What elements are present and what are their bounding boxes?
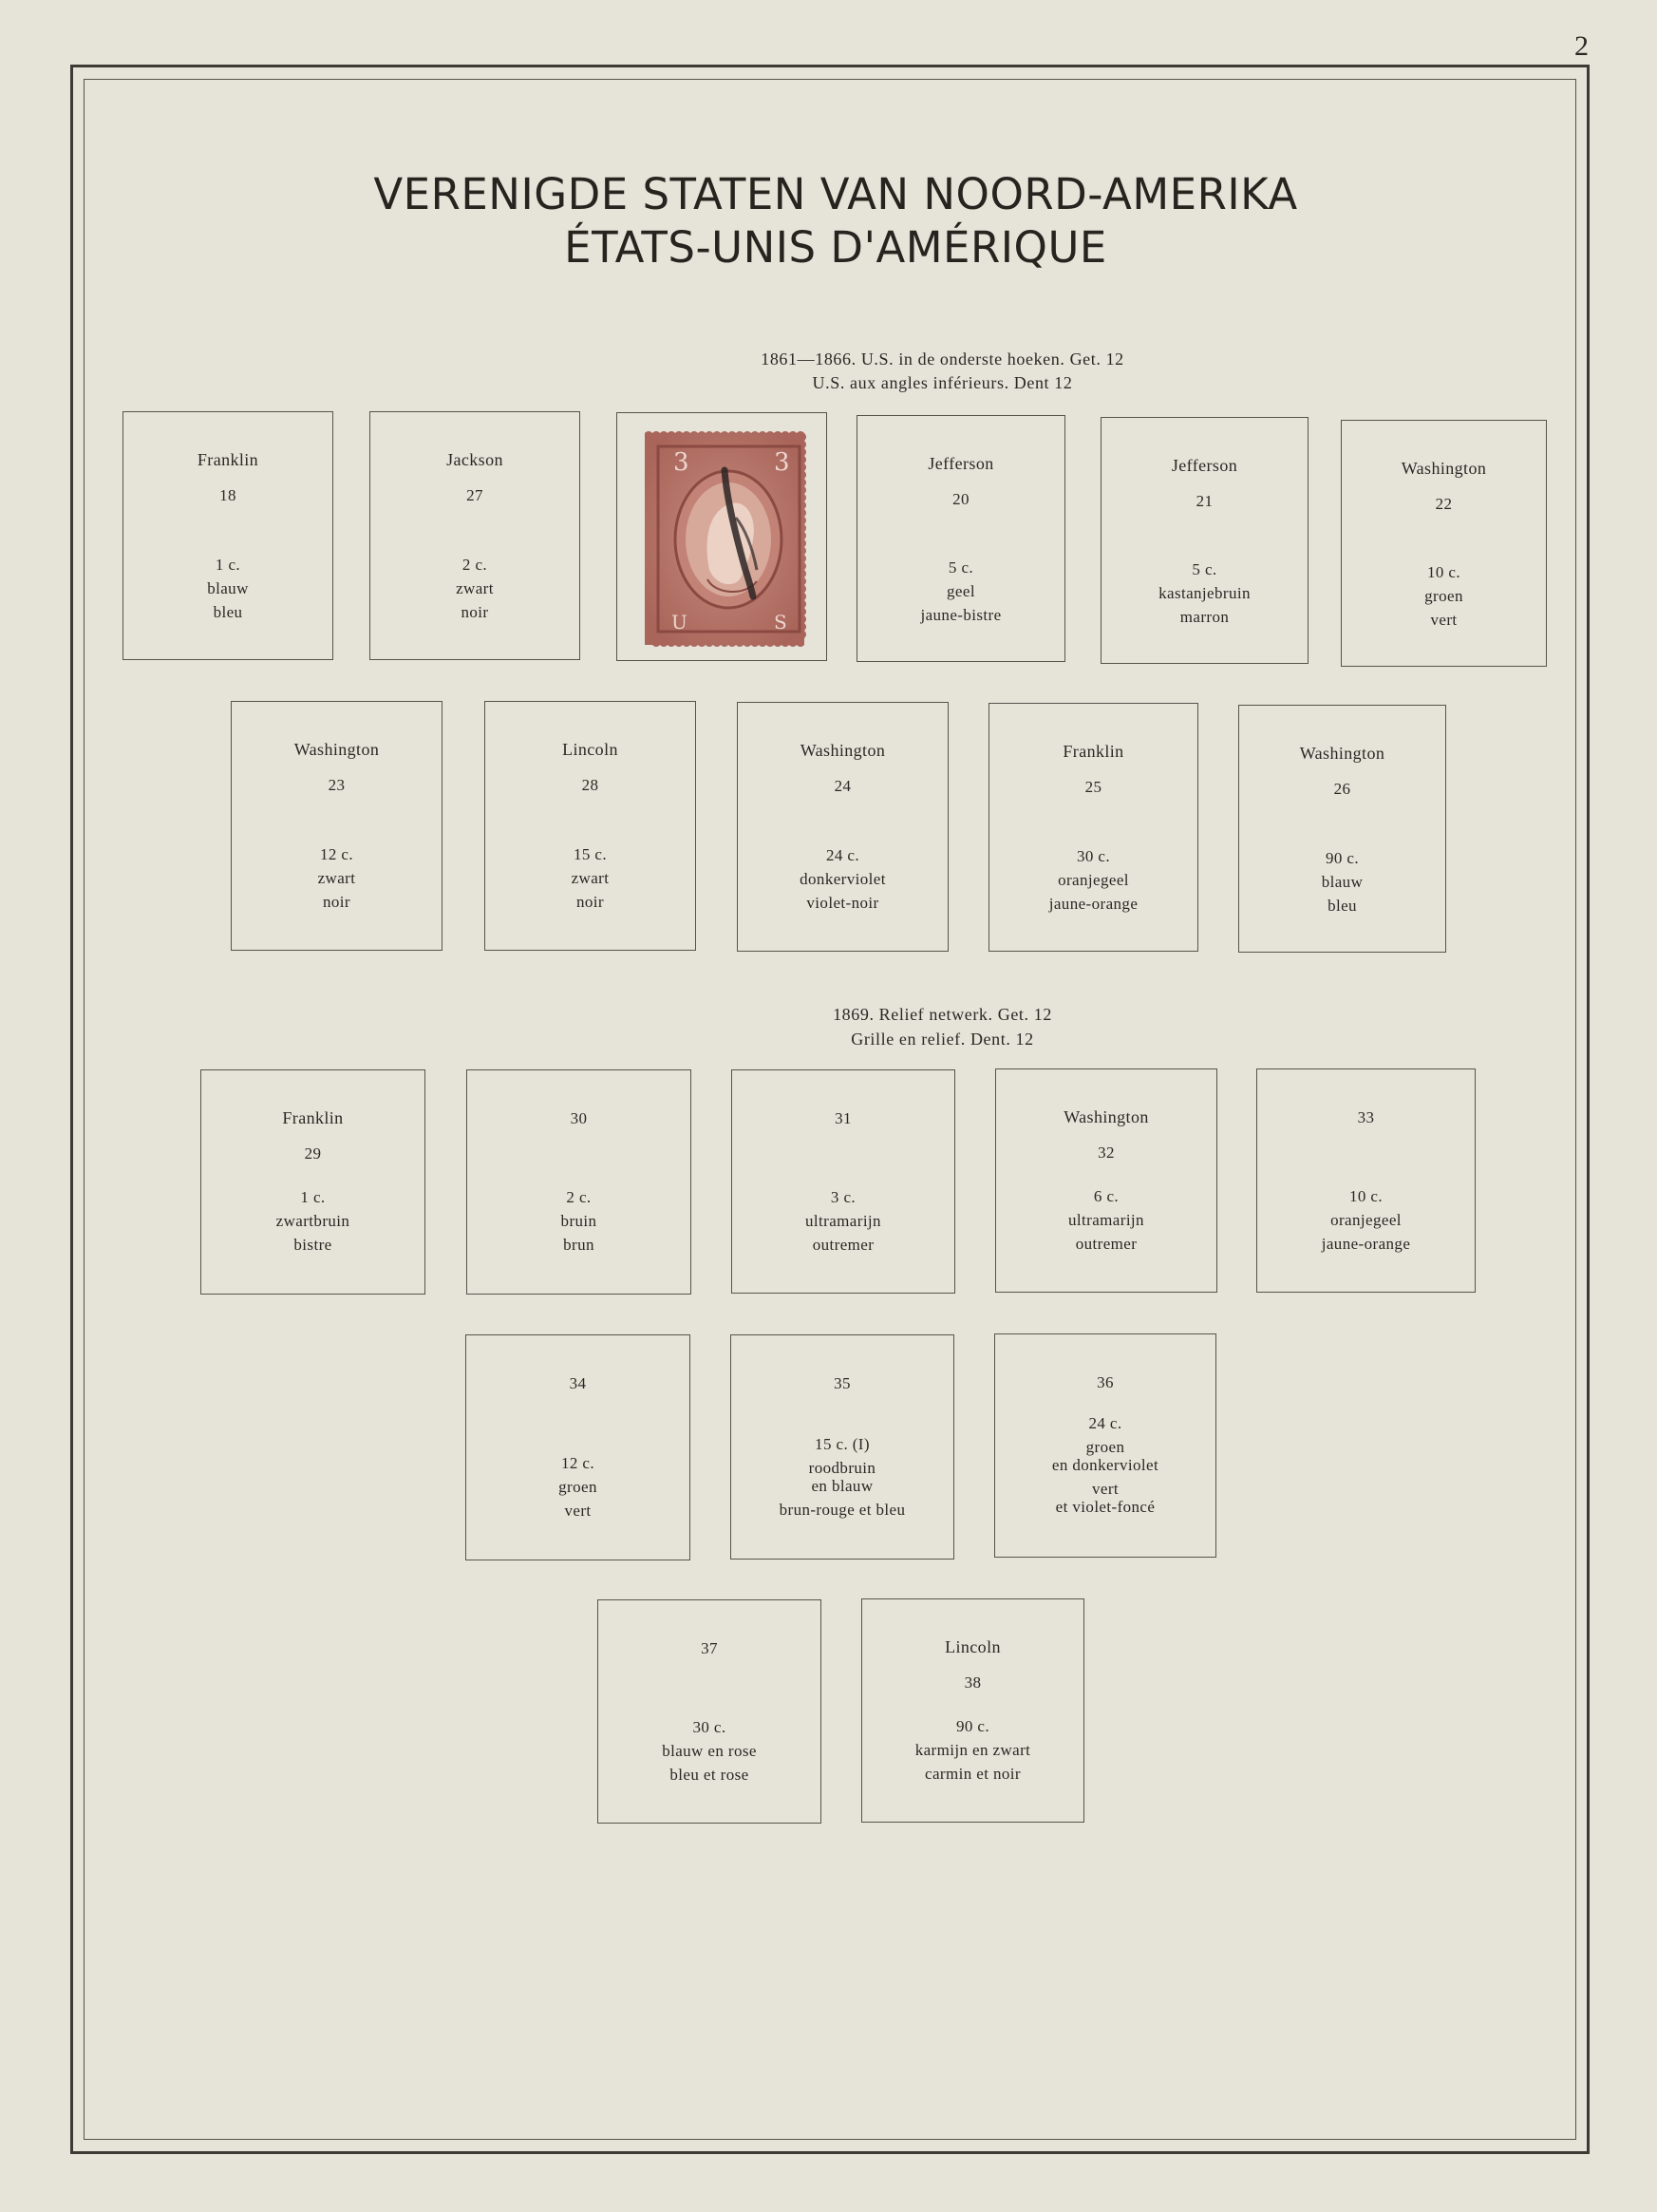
stamp-value: 90 c. — [1325, 849, 1360, 867]
stamp-catalog-number: 18 — [219, 486, 236, 504]
stamp-color-nl: groen — [1085, 1438, 1125, 1456]
section-2-caption-fr: Grille en relief. Dent. 12 — [851, 1030, 1034, 1049]
stamp-slot[interactable] — [1238, 705, 1446, 953]
stamp-color-nl: geel — [947, 582, 975, 600]
stamp-catalog-number: 25 — [1084, 778, 1102, 796]
stamp-catalog-number: 34 — [569, 1374, 587, 1392]
stamp-slot[interactable] — [465, 1334, 690, 1560]
stamp-value: 2 c. — [461, 556, 488, 574]
stamp-catalog-number: 31 — [835, 1109, 852, 1127]
stamp-catalog-number: 30 — [570, 1109, 588, 1127]
stamp-catalog-number: 23 — [328, 776, 346, 794]
stamp-value: 12 c. — [560, 1454, 595, 1472]
stamp-color-nl: karmijn en zwart — [914, 1741, 1031, 1759]
stamp-color-fr: noir — [323, 893, 350, 911]
stamp-color-nl: zwartbruin — [275, 1212, 350, 1230]
stamp-slot[interactable] — [597, 1599, 821, 1824]
stamp-value: 90 c. — [955, 1717, 990, 1735]
stamp-value: 10 c. — [1348, 1187, 1384, 1205]
stamp-color-nl: blauw — [207, 579, 249, 597]
stamp-catalog-number: 21 — [1196, 492, 1214, 510]
stamp-color-fr: vert — [564, 1502, 592, 1520]
stamp-slot[interactable] — [122, 411, 333, 660]
stamp-portrait: Lincoln — [562, 740, 618, 759]
stamp-slot[interactable] — [994, 1333, 1216, 1558]
stamp-portrait: Jefferson — [928, 454, 994, 473]
stamp-color-nl: donkerviolet — [800, 870, 886, 888]
stamp-catalog-number: 20 — [952, 490, 970, 508]
stamp-portrait: Washington — [293, 740, 380, 759]
stamp-color-fr: violet-noir — [806, 894, 879, 912]
stamp-slot[interactable] — [231, 701, 442, 951]
stamp-value: 30 c. — [1076, 847, 1111, 865]
stamp-color-nl: kastanjebruin — [1158, 584, 1251, 602]
stamp-color-fr: marron — [1179, 608, 1230, 626]
page-title-dutch: VERENIGDE STATEN VAN NOORD-AMERIKA — [373, 169, 1298, 219]
stamp-color-fr: brun-rouge et bleu — [779, 1501, 906, 1519]
stamp-catalog-number: 28 — [581, 776, 599, 794]
stamp-catalog-number: 27 — [466, 486, 483, 504]
stamp-color-nl: oranjegeel — [1330, 1211, 1402, 1229]
stamp-slot[interactable] — [731, 1069, 955, 1294]
stamp-color-fr: carmin et noir — [925, 1765, 1021, 1783]
stamp-color-nl: bruin — [560, 1212, 597, 1230]
stamp-portrait: Washington — [800, 741, 886, 760]
stamp-color-nl: blauw — [1321, 873, 1364, 891]
stamp-color-nl: groen — [558, 1478, 597, 1496]
stamp-color-fr: vert — [1091, 1480, 1120, 1498]
stamp-color-fr: bleu — [1327, 897, 1357, 915]
stamp-portrait: Franklin — [197, 450, 259, 469]
stamp-color-fr: vert — [1430, 611, 1458, 629]
stamp-slot[interactable] — [1256, 1068, 1476, 1293]
stamp-value: 5 c. — [948, 558, 974, 577]
stamp-value: 1 c. — [300, 1188, 326, 1206]
stamp-catalog-number: 32 — [1098, 1144, 1115, 1162]
stamp-value: 5 c. — [1192, 560, 1217, 578]
svg-text:U: U — [671, 611, 687, 633]
stamp-portrait: Jefferson — [1171, 456, 1238, 475]
stamp-value: 2 c. — [566, 1188, 592, 1206]
stamp-catalog-number: 26 — [1333, 780, 1351, 798]
page-title-french: ÉTATS-UNIS D'AMÉRIQUE — [564, 222, 1107, 273]
stamp-value: 24 c. — [1088, 1414, 1122, 1432]
stamp-color-fr: jaune-orange — [1048, 895, 1139, 913]
stamp-catalog-number: 29 — [304, 1144, 322, 1163]
stamp-slot[interactable] — [466, 1069, 691, 1295]
stamp-slot[interactable] — [989, 703, 1198, 952]
washington-3-cent-stamp-image[interactable] — [641, 427, 817, 651]
stamp-color-fr: bleu et rose — [669, 1766, 749, 1784]
stamp-color-nl: blauw en rose — [662, 1742, 757, 1760]
stamp-portrait: Washington — [1064, 1107, 1149, 1126]
stamp-color-nl: ultramarijn — [805, 1212, 881, 1230]
stamp-catalog-number: 37 — [701, 1639, 718, 1657]
stamp-color-fr-2: et violet-foncé — [1055, 1498, 1156, 1516]
stamp-color-fr: noir — [461, 603, 489, 621]
stamp-slot[interactable] — [369, 411, 580, 660]
stamp-color-fr: bistre — [293, 1236, 332, 1254]
stamp-color-fr: outremer — [1075, 1235, 1138, 1253]
stamp-slot[interactable] — [484, 701, 696, 951]
stamp-color-fr: jaune-bistre — [920, 606, 1002, 624]
stamp-portrait: Franklin — [1063, 742, 1124, 761]
stamp-value: 15 c. (I) — [815, 1435, 870, 1453]
stamp-value: 30 c. — [692, 1718, 726, 1736]
stamp-slot[interactable] — [857, 415, 1065, 662]
stamp-slot[interactable] — [730, 1334, 954, 1560]
stamp-slot[interactable] — [1341, 420, 1547, 667]
svg-text:3: 3 — [774, 448, 790, 477]
stamp-color-nl-2: en blauw — [811, 1477, 874, 1495]
stamp-catalog-number: 22 — [1435, 495, 1453, 513]
stamp-value: 6 c. — [1093, 1187, 1120, 1205]
stamp-color-nl-2: en donkerviolet — [1051, 1456, 1159, 1474]
stamp-color-nl: roodbruin — [808, 1459, 876, 1477]
stamp-value: 1 c. — [215, 556, 241, 574]
stamp-catalog-number: 38 — [964, 1673, 982, 1692]
stamp-slot[interactable] — [1101, 417, 1309, 664]
stamp-color-nl: zwart — [317, 869, 356, 887]
stamp-portrait: Franklin — [282, 1108, 344, 1127]
stamp-portrait: Washington — [1299, 744, 1385, 763]
stamp-value: 10 c. — [1426, 563, 1461, 581]
section-2-caption-nl: 1869. Relief netwerk. Get. 12 — [833, 1005, 1052, 1024]
stamp-color-fr: brun — [563, 1236, 594, 1254]
section-1-caption-nl: 1861—1866. U.S. in de onderste hoeken. Get. 12 — [761, 350, 1124, 369]
stamp-value: 12 c. — [319, 845, 354, 863]
stamp-color-fr: bleu — [213, 603, 243, 621]
stamp-slot[interactable] — [737, 702, 949, 952]
stamp-color-nl: ultramarijn — [1068, 1211, 1144, 1229]
stamp-color-nl: zwart — [456, 579, 494, 597]
stamp-slot[interactable] — [995, 1068, 1217, 1293]
stamp-color-nl: oranjegeel — [1058, 871, 1129, 889]
stamp-color-fr: jaune-orange — [1321, 1235, 1411, 1253]
page-number: 2 — [1574, 30, 1589, 62]
stamp-catalog-number: 24 — [834, 777, 852, 795]
stamp-portrait: Jackson — [446, 450, 503, 469]
stamp-catalog-number: 35 — [834, 1374, 851, 1392]
svg-text:3: 3 — [673, 448, 689, 477]
stamp-color-nl: zwart — [571, 869, 610, 887]
stamp-color-fr: outremer — [812, 1236, 875, 1254]
svg-text:S: S — [774, 611, 787, 633]
stamp-slot[interactable] — [861, 1598, 1084, 1823]
stamp-catalog-number: 33 — [1357, 1108, 1375, 1126]
stamp-value: 3 c. — [830, 1188, 857, 1206]
stamp-portrait: Washington — [1401, 459, 1487, 478]
stamp-value: 15 c. — [573, 845, 608, 863]
stamp-portrait: Lincoln — [945, 1637, 1001, 1656]
stamp-catalog-number: 36 — [1097, 1373, 1114, 1391]
stamp-value: 24 c. — [825, 846, 860, 864]
section-1-caption-fr: U.S. aux angles inférieurs. Dent 12 — [812, 373, 1073, 392]
stamp-color-nl: groen — [1424, 587, 1463, 605]
stamp-color-fr: noir — [576, 893, 604, 911]
stamp-slot[interactable] — [200, 1069, 425, 1295]
